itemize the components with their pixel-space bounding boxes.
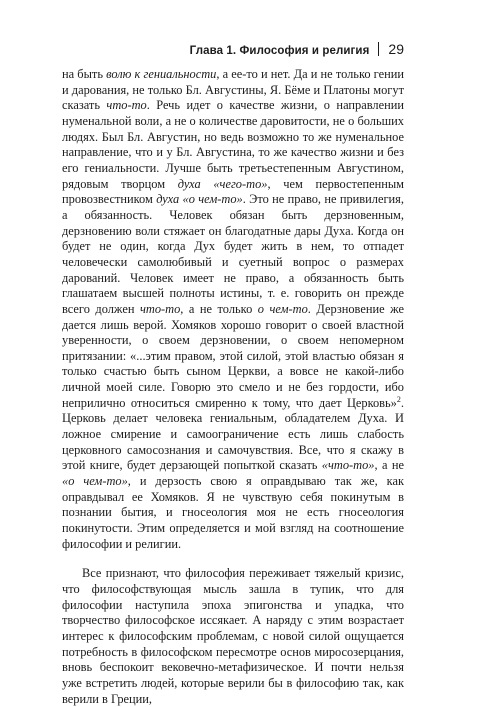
paragraph-1 bbox=[62, 67, 404, 552]
text-run: на быть bbox=[62, 67, 107, 81]
paragraph-2 bbox=[62, 566, 404, 707]
text-run: , а ее-то и нет. Да и не только гении и дарования, не только Бл. Августины, Я. Бёме и Платоны могут сказать bbox=[62, 67, 404, 113]
text-run: Все признают, что философия переживает тяжелый кризис, что философствующая мысль зашла в тупик, что для философии наступила эпоха эпигонства и упадка, что творчество философское иссякает. А наряду с этим возрастает интерес к философским проблемам, с новой силой ощущается потребность в философском пересмотре основ миросозерцания, вновь беспокоит вековечно-метафизическое. И почти нельзя уже встретить людей, которые верили бы в философию так, как верили в Греции, bbox=[62, 566, 404, 706]
italic-text: духа «чего-то» bbox=[177, 176, 268, 191]
italic-text: что-то bbox=[106, 98, 147, 113]
footnote-marker: 2 bbox=[396, 394, 401, 404]
running-title: Глава 1. Философия и религия bbox=[189, 45, 370, 57]
body-text bbox=[62, 67, 404, 707]
text-run: . Дерзновение же дается лишь верой. Хомяков хорошо говорит о своей властной уверенности, о своем дерзновении, о своем непомерном притязании: «...этим правом, этой силой, этой властью обязан я только счастью быть сыном Церкви, а вовсе не какой-либо личной моей силе. Говорю это смело и не без гордости, ибо неприлично относиться смиренно к тому, что дает Церковь» bbox=[62, 301, 405, 410]
header-separator bbox=[378, 42, 379, 56]
text-run: . Речь идет о качестве жизни, о направлении нуменальной воли, а не о количестве даровитости, не о больших людях. Был Бл. Августин, но ведь возможно то же нуменальное направление, что и у Бл. Августина, то же качество жизни и без его гениальности. Лучше быть третьестепенным Августином, рядовым творцом bbox=[62, 98, 404, 191]
text-run: , а не только bbox=[180, 301, 258, 316]
italic-text: о чем-то bbox=[257, 301, 308, 316]
italic-text: что-то bbox=[139, 301, 181, 316]
italic-text: духа «о чем-то» bbox=[156, 192, 243, 207]
page-number: 29 bbox=[388, 41, 404, 57]
paragraph-gap bbox=[62, 552, 404, 566]
text-run: , чем первостепенным провозвестником bbox=[62, 176, 405, 207]
italic-text: «о чем-то» bbox=[62, 474, 128, 489]
text-run: , а не bbox=[374, 458, 404, 473]
running-header bbox=[62, 40, 404, 57]
text-run: , и дерзость свою я оправдываю так же, как оправдывал ее Хомяков. Я не чувствую себя покинутым в познании бытия, и гносеология моя не есть гносеология покинутости. Этим определяется и мой взгляд на соотношение философии и религии. bbox=[62, 474, 404, 551]
text-run: . Церковь делает человека гениальным, обладателем Духа. И ложное смирение и самоограничение есть лишь слабость церковного самосознания и самочувствия. Все, что я скажу в этой книге, будет дерзающей попыткой сказать bbox=[62, 395, 404, 473]
text-run: . Это не право, не привилегия, а обязанность. Человек обязан быть дерзновенным, дерзновению воли стяжает он благодатные дары Духа. Когда он будет не один, когда Дух будет жить в нем, то отпадет человечески самолюбивый и суетный вопрос о размерах дарований. Человек имеет не право, а обязанность быть глашатаем высшей полноты истины, т. е. говорить он прежде всего должен bbox=[62, 192, 404, 316]
italic-text: волю к гениальности bbox=[106, 67, 217, 81]
italic-text: «что-то» bbox=[321, 458, 375, 473]
